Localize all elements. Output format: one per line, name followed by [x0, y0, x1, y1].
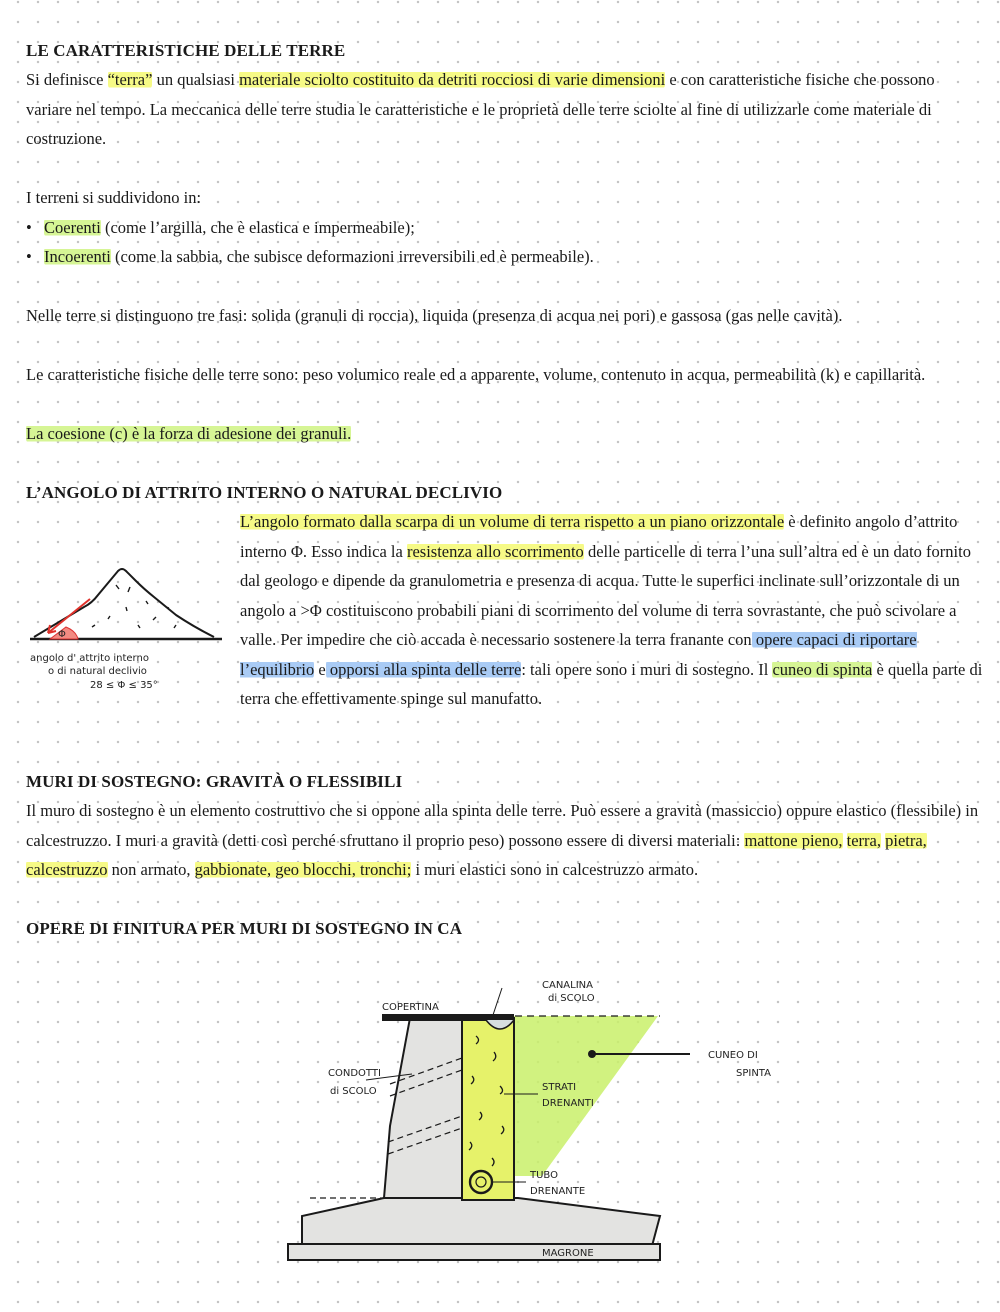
highlight-angle-def: L’angolo formato dalla scarpa di un volume di terra rispetto a un piano orizzontale: [240, 512, 785, 531]
figure-label: o di natural declivio: [48, 666, 147, 677]
highlight-cohesion: La coesione (c) è la forza di adesione dei granuli.: [26, 424, 352, 443]
paragraph-physical: Le caratteristiche fisiche delle terre sono: peso volumico reale ed a apparente, volume, contenuto in acqua, permeabilità (k) e capillarità.: [26, 365, 926, 384]
angle-paragraph: [240, 507, 985, 714]
label-tubo: TUBO: [530, 1170, 558, 1181]
label-cuneo: SPINTA: [736, 1068, 771, 1079]
soil-texture: [92, 585, 176, 628]
highlight-opporsi: opporsi alla spinta delle terre: [325, 659, 522, 679]
soil-pile-outline: [34, 569, 214, 637]
bullet: •: [26, 247, 32, 266]
text-run: Si definisce: [26, 70, 108, 89]
list-item: [26, 242, 981, 272]
text-run: non armato,: [107, 860, 195, 879]
list-item-desc: (come la sabbia, che subisce deformazioni irreversibili ed è permeabile).: [110, 247, 594, 266]
wedge-pointer-dot: [588, 1050, 596, 1058]
label-condotti: CONDOTTI: [328, 1068, 381, 1079]
label-copertina: COPERTINA: [382, 1002, 439, 1013]
label-condotti: di SCOLO: [330, 1086, 377, 1097]
highlight-terra: “terra”: [107, 70, 153, 89]
figure-range: 28 ≤ Φ ≤ 35°: [90, 680, 158, 691]
document-page: [26, 36, 981, 943]
section-title-finitura: OPERE DI FINITURA PER MURI DI SOSTEGNO IN CA: [26, 919, 463, 938]
text-run: i muri elastici sono in calcestruzzo armato.: [411, 860, 699, 879]
paragraph-muri: [26, 796, 981, 885]
lean-concrete: [288, 1244, 660, 1260]
paragraph-cohesion: [26, 419, 981, 449]
highlight-cuneo: cuneo di spinta: [772, 659, 873, 679]
angle-figure: [26, 547, 226, 697]
label-strati: DRENANTI: [542, 1098, 594, 1109]
label-canalina: di SCOLO: [548, 993, 595, 1004]
highlight-coerenti: Coerenti: [44, 217, 101, 237]
text-run: un qualsiasi: [152, 70, 240, 89]
phi-symbol: Φ: [58, 629, 66, 640]
label-cuneo: CUNEO DI: [708, 1050, 758, 1061]
bullet: •: [26, 217, 32, 237]
highlight-resistenza: resistenza allo scorrimento: [406, 541, 584, 561]
wall-stem: [384, 1018, 462, 1198]
wall-footing: [302, 1198, 660, 1246]
text-run: e con caratteristiche fisiche che possono variare nel tempo. La meccanica delle terre studia le caratteristiche e le proprietà delle terre sciolte al fine di utilizzarle come materiale di costruzione.: [26, 70, 935, 148]
paragraph-definition: [26, 65, 981, 154]
leader-line: [492, 988, 502, 1018]
paragraph-phases: Nelle terre si distinguono tre fasi: solida (granuli di roccia), liquida (presenza di acqua nei pori) e gassosa (gas nelle cavità).: [26, 306, 843, 325]
soil-types-list: [26, 213, 981, 272]
label-tubo: DRENANTE: [530, 1186, 586, 1197]
text-run: è quella parte di terra che effettivamente spinge sul manufatto.: [240, 659, 983, 708]
section-title-angolo: L’ANGOLO DI ATTRITO INTERNO O NATURAL DECLIVIO: [26, 483, 503, 502]
text-run: Il muro di sostegno è un elemento costruttivo che si oppone alla spinta delle terre. Può essere a gravità (massiccio) oppure elastico (flessibile) in calcestruzzo. I muri a gravità (detti così perché sfruttano il proprio peso) possono essere di diversi materiali:: [26, 801, 979, 850]
thrust-wedge: [512, 1016, 658, 1176]
text-run: è definito angolo d’attrito interno Φ. Esso indica la: [240, 512, 958, 561]
section-title-muri: MURI DI SOSTEGNO: GRAVITÀ O FLESSIBILI: [26, 772, 403, 791]
retaining-wall-diagram: [280, 976, 840, 1276]
label-canalina: CANALINA: [542, 980, 593, 991]
highlight-opere: opere capaci di riportare l’equilibrio: [240, 630, 917, 679]
highlight-material: pietra,: [885, 830, 927, 850]
list-intro: I terreni si suddividono in:: [26, 188, 202, 207]
list-item: [26, 213, 981, 243]
angle-text: [240, 507, 985, 714]
highlight-material: materiale sciolto costituito da detriti rocciosi di varie dimensioni: [239, 70, 666, 89]
text-run: delle particelle di terra l’una sull’altra ed è un dato fornito dal geologo e dipende da granulometria e presenza di acqua. Tutte le superfici inclinate sull’orizzontale di un angolo a >Φ costituiscono probabili piani di scorrimento del volume di terra sovrastante, che può scivolare a valle. Per impedire che ciò accada è necessario sostenere la terra franante con: [240, 541, 971, 649]
section-title-terre: LE CARATTERISTICHE DELLE TERRE: [26, 41, 346, 60]
highlight-material: gabbionate, geo blocchi, tronchi;: [194, 860, 412, 879]
angle-block: [26, 507, 981, 747]
text-run: e: [314, 659, 326, 679]
highlight-material: mattone pieno,: [744, 830, 843, 850]
figure-label: angolo d' attrito interno: [30, 653, 149, 664]
highlight-material: calcestruzzo: [26, 860, 108, 879]
wall-coping: [382, 1014, 514, 1021]
label-strati: STRATI: [542, 1082, 577, 1093]
highlight-material: terra,: [846, 830, 881, 850]
highlight-incoerenti: Incoerenti: [44, 247, 111, 266]
label-magrone: MAGRONE: [542, 1248, 594, 1259]
text-run: : tali opere sono i muri di sostegno. Il: [521, 659, 773, 679]
list-item-desc: (come l’argilla, che è elastica e impermeabile);: [100, 217, 415, 237]
